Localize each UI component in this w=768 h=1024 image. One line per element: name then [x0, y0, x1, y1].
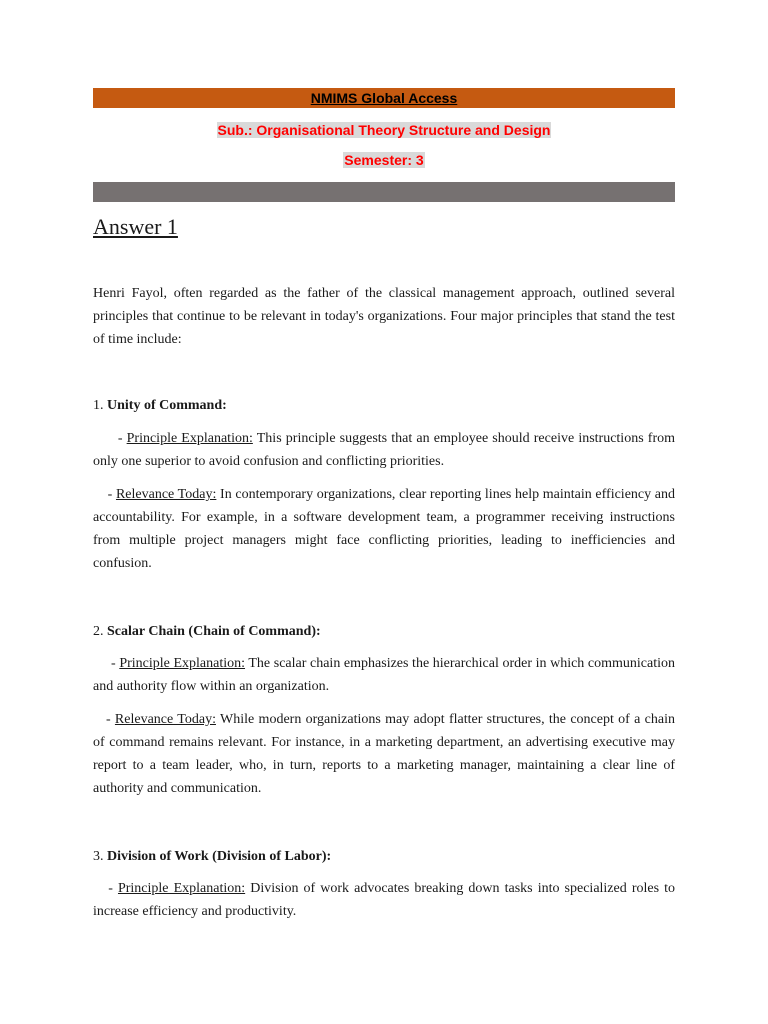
answer-heading: Answer 1 [93, 214, 178, 239]
subject-text: Sub.: Organisational Theory Structure and Design [217, 122, 551, 138]
subject-line [93, 120, 675, 141]
explanation-text: Division of work advocates breaking down tasks into specialized roles to increase efficiency and productivity. [93, 881, 675, 919]
explanation-label: Principle Explanation: [126, 431, 253, 446]
explanation-text: The scalar chain emphasizes the hierarchical order in which communication and authority flow within an organization. [93, 656, 675, 694]
header-title: NMIMS Global Access [310, 90, 458, 106]
explanation-label: Principle Explanation: [117, 881, 246, 896]
relevance-label: Relevance Today: [115, 487, 217, 502]
explanation-text: This principle suggests that an employee should receive instructions from only one superior to avoid confusion and conflicting priorities. [93, 431, 675, 469]
principle-explanation: - Principle Explanation: This principle suggests that an employee should receive instructions from only one superior to avoid confusion and conflicting priorities. [93, 431, 675, 469]
principle-relevance: - Relevance Today: In contemporary organizations, clear reporting lines help maintain efficiency and accountability. For example, in a software development team, a programmer receiving instructions from multiple project managers might face conflicting priorities, leading to inefficiencies and confusion. [93, 487, 676, 571]
principle-heading [93, 620, 675, 643]
principle-relevance: - Relevance Today: While modern organizations may adopt flatter structures, the concept of a chain of command remains relevant. For instance, in a marketing department, an advertising executive may report to a team leader, who, in turn, reports to a marketing manager, maintaining a clear line of authority and communication. [93, 712, 675, 796]
semester-line [93, 150, 675, 171]
relevance-label: Relevance Today: [114, 712, 216, 727]
relevance-text: In contemporary organizations, clear reporting lines help maintain efficiency and accountability. For example, in a software development team, a programmer receiving instructions from multiple project managers might face conflicting priorities, leading to inefficiencies and confusion. [93, 487, 676, 571]
principle-title: Unity of Command: [107, 398, 227, 413]
principle-number: 1. [93, 398, 104, 413]
principle-heading [93, 394, 675, 417]
intro-paragraph: Henri Fayol, often regarded as the father of the classical management approach, outlined several principles that continue to be relevant in today's organizations. Four major principles that stand the test of time include: [93, 286, 675, 347]
principle-heading [93, 845, 675, 868]
principle-explanation: - Principle Explanation: Division of work advocates breaking down tasks into specialized roles to increase efficiency and productivity. [93, 881, 675, 919]
principle-number: 3. [93, 849, 104, 864]
divider-bar [93, 182, 675, 202]
principle-number: 2. [93, 624, 104, 639]
header-bar [93, 88, 675, 108]
principle-explanation: - Principle Explanation: The scalar chain emphasizes the hierarchical order in which communication and authority flow within an organization. [93, 656, 675, 694]
principle-title: Division of Work (Division of Labor): [107, 849, 332, 864]
semester-text: Semester: 3 [344, 152, 424, 168]
relevance-text: While modern organizations may adopt flatter structures, the concept of a chain of command remains relevant. For instance, in a marketing department, an advertising executive may report to a team leader, who, in turn, reports to a marketing manager, maintaining a clear line of authority and communication. [93, 712, 675, 796]
principle-title: Scalar Chain (Chain of Command): [107, 624, 321, 639]
explanation-label: Principle Explanation: [119, 656, 246, 671]
